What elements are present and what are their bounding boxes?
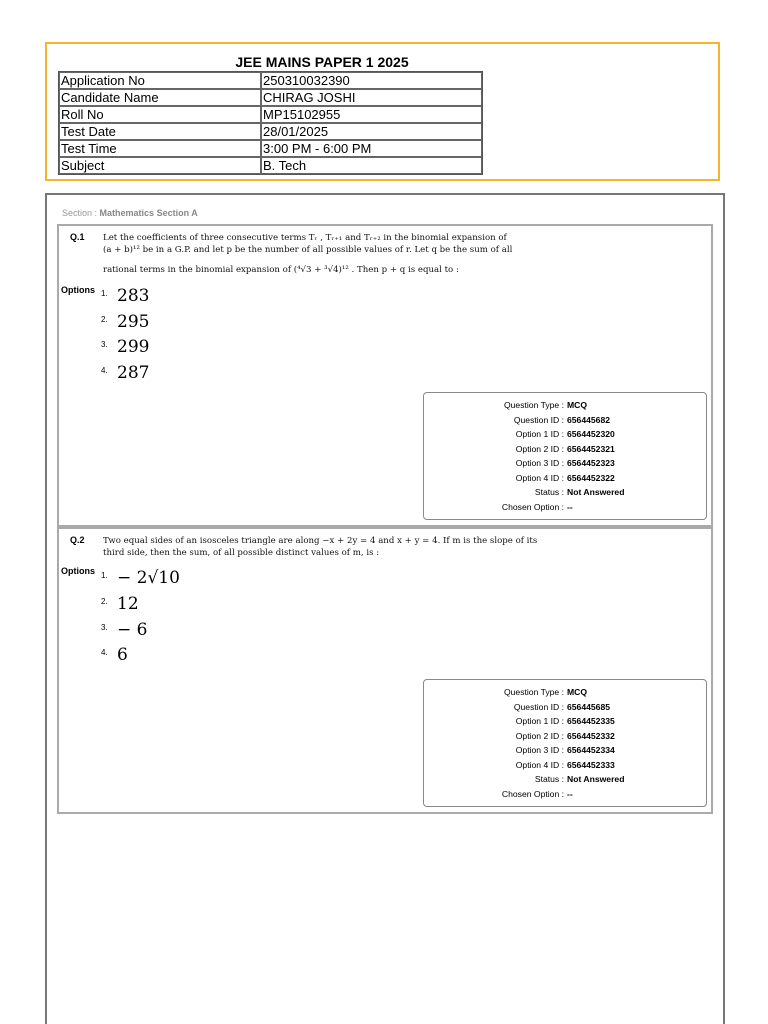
meta-value: Not Answered <box>567 487 625 497</box>
option-number: 3. <box>101 623 108 632</box>
meta-key: Option 3 ID : <box>515 745 564 755</box>
meta-key: Chosen Option : <box>501 501 564 512</box>
meta-row <box>424 429 708 443</box>
table-row <box>59 123 482 140</box>
meta-key: Option 1 ID : <box>515 429 564 439</box>
option-number: 3. <box>101 340 108 349</box>
meta-key: Option 1 ID : <box>515 716 564 726</box>
meta-row <box>424 789 708 803</box>
option-value: 283 <box>117 286 150 306</box>
meta-key: Option 2 ID : <box>515 730 564 741</box>
question-text-line: Let the coefficients of three consecutive terms Tᵣ , Tᵣ₊₁ and Tᵣ₊₂ in the binomial expansion of <box>103 233 507 243</box>
meta-value: 6564452332 <box>567 730 615 741</box>
paper-title: JEE MAINS PAPER 1 2025 <box>235 54 409 70</box>
table-row <box>59 157 482 174</box>
question-number: Q.1 <box>70 232 85 242</box>
option-number: 1. <box>101 289 108 298</box>
meta-row <box>424 458 708 472</box>
subject-label: Subject <box>59 157 261 174</box>
candidate-name-value: CHIRAG JOSHI <box>261 89 482 106</box>
option-number: 2. <box>101 315 108 324</box>
option-value: 12 <box>117 594 139 614</box>
test-time-label: Test Time <box>59 140 261 157</box>
meta-value: -- <box>567 788 573 799</box>
option-value: − 6 <box>117 620 148 640</box>
meta-value: -- <box>567 501 573 512</box>
table-row <box>59 72 482 89</box>
meta-row <box>424 487 708 501</box>
options-label: Options <box>61 566 95 576</box>
option-number: 2. <box>101 597 108 606</box>
meta-key: Chosen Option : <box>501 788 564 799</box>
option-number: 4. <box>101 366 108 375</box>
meta-value: 6564452322 <box>567 472 615 483</box>
meta-value: MCQ <box>567 400 588 410</box>
table-row <box>59 106 482 123</box>
meta-value: 6564452321 <box>567 443 615 454</box>
section-name: Mathematics Section A <box>99 208 198 218</box>
candidate-info-card <box>45 42 720 181</box>
meta-key: Question Type : <box>503 400 564 410</box>
option-value: 295 <box>117 312 150 332</box>
meta-value: MCQ <box>567 687 588 697</box>
meta-row <box>424 731 708 745</box>
meta-key: Status : <box>534 487 564 497</box>
meta-key: Option 2 ID : <box>515 443 564 454</box>
meta-value: 6564452335 <box>567 716 615 726</box>
meta-key: Option 4 ID : <box>515 759 564 770</box>
question-meta-box <box>423 679 707 807</box>
table-row <box>59 89 482 106</box>
application-no-label: Application No <box>59 72 261 89</box>
question-text-line: third side, then the sum, of all possible distinct values of m, is : <box>103 548 380 558</box>
test-date-label: Test Date <box>59 123 261 140</box>
meta-key: Question ID : <box>513 414 564 425</box>
meta-value: Not Answered <box>567 774 625 784</box>
roll-no-value: MP15102955 <box>261 106 482 123</box>
section-prefix: Section : <box>62 208 98 218</box>
meta-key: Question ID : <box>513 701 564 712</box>
option-number: 4. <box>101 648 108 657</box>
option-number: 1. <box>101 571 108 580</box>
meta-key: Option 3 ID : <box>515 458 564 468</box>
meta-row <box>424 400 708 414</box>
meta-value: 656445685 <box>567 701 611 712</box>
test-date-value: 28/01/2025 <box>261 123 482 140</box>
question-meta-box <box>423 392 707 520</box>
meta-key: Question Type : <box>503 687 564 697</box>
application-no-value: 250310032390 <box>261 72 482 89</box>
test-time-value: 3:00 PM - 6:00 PM <box>261 140 482 157</box>
question-card-2 <box>57 527 713 814</box>
option-value: − 2√10 <box>117 568 180 588</box>
subject-value: B. Tech <box>261 157 482 174</box>
meta-row <box>424 702 708 716</box>
meta-value: 6564452333 <box>567 759 615 770</box>
meta-row <box>424 502 708 516</box>
question-text-line: (a + b)¹² be in a G.P. and let p be the number of all possible values of r. Let q be the sum of all <box>103 245 513 255</box>
question-card-1 <box>57 224 713 527</box>
roll-no-label: Roll No <box>59 106 261 123</box>
option-value: 6 <box>117 645 128 665</box>
question-panel <box>45 193 725 1024</box>
meta-row <box>424 687 708 701</box>
candidate-info-table <box>58 71 483 175</box>
option-value: 299 <box>117 337 150 357</box>
meta-value: 6564452323 <box>567 458 615 468</box>
section-heading <box>62 208 198 218</box>
option-value: 287 <box>117 363 150 383</box>
meta-row <box>424 444 708 458</box>
meta-row <box>424 774 708 788</box>
options-label: Options <box>61 285 95 295</box>
meta-row <box>424 473 708 487</box>
meta-value: 656445682 <box>567 414 611 425</box>
candidate-name-label: Candidate Name <box>59 89 261 106</box>
meta-row <box>424 415 708 429</box>
meta-value: 6564452320 <box>567 429 615 439</box>
meta-key: Option 4 ID : <box>515 472 564 483</box>
question-text-line: Two equal sides of an isosceles triangle are along −x + 2y = 4 and x + y = 4. If m is the slope of its <box>103 536 538 546</box>
meta-value: 6564452334 <box>567 745 615 755</box>
meta-key: Status : <box>534 774 564 784</box>
meta-row <box>424 716 708 730</box>
question-text-line: rational terms in the binomial expansion of (⁴√3 + ³√4)¹² . Then p + q is equal to : <box>103 265 459 275</box>
meta-row <box>424 745 708 759</box>
table-row <box>59 140 482 157</box>
question-number: Q.2 <box>70 535 85 545</box>
meta-row <box>424 760 708 774</box>
